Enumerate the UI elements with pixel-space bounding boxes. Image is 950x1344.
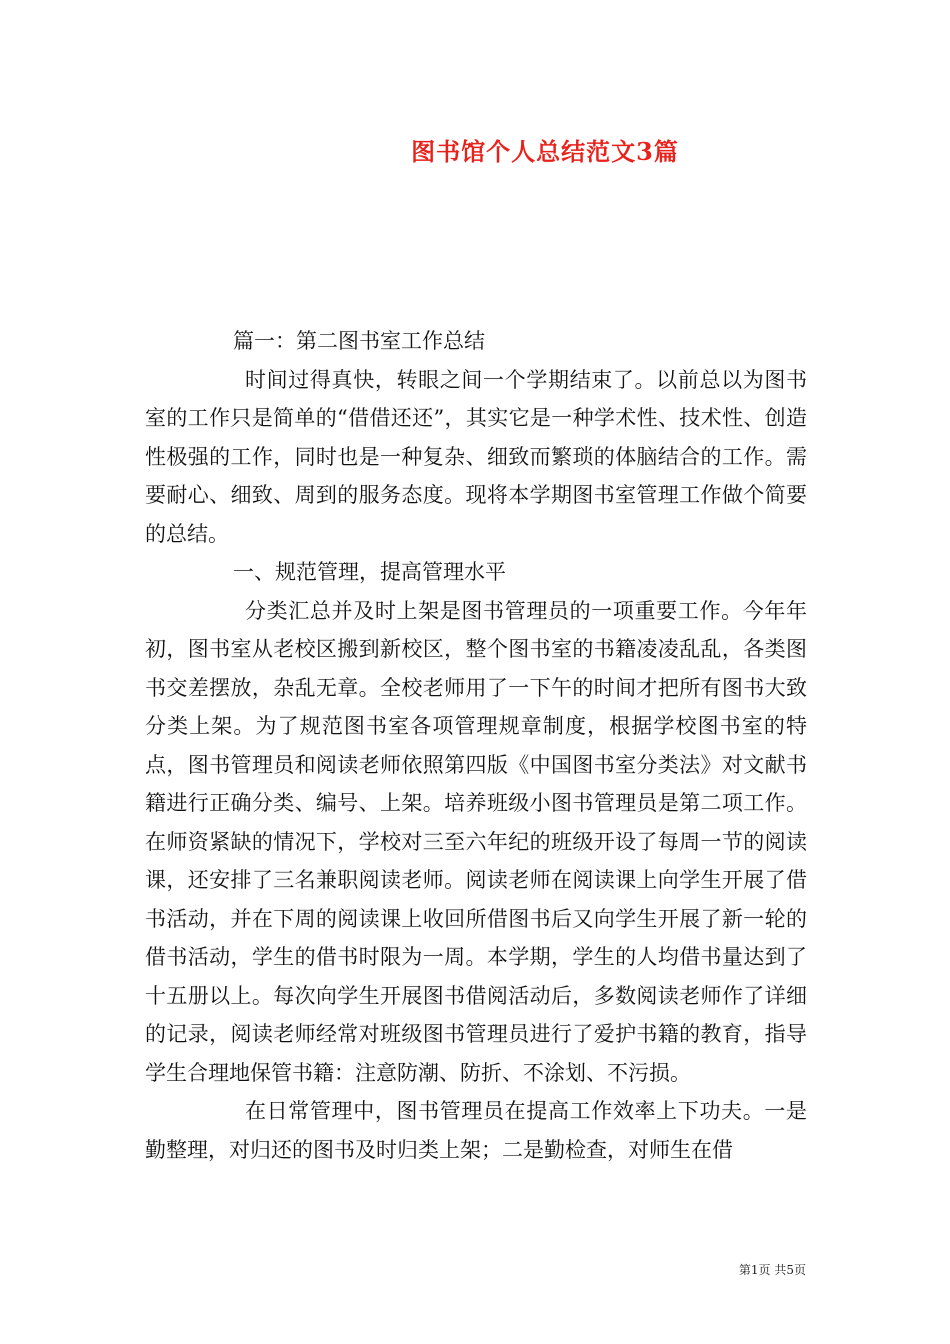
- paragraph-classification: 分类汇总并及时上架是图书管理员的一项重要工作。今年年初，图书室从老校区搬到新校区，整个图书室的书籍凌凌乱乱，各类图书交差摆放，杂乱无章。全校老师用了一下午的时间才把所有图书大致分类上架。为了规范图书室各项管理规章制度，根据学校图书室的特点，图书管理员和阅读老师依照第四版《中国图书室分类法》对文献书籍进行正确分类、编号、上架。培养班级小图书管理员是第二项工作。在师资紧缺的情况下，学校对三至六年纪的班级开设了每周一节的阅读课，还安排了三名兼职阅读老师。阅读老师在阅读课上向学生开展了借书活动，并在下周的阅读课上收回所借图书后又向学生开展了新一轮的借书活动，学生的借书时限为一周。本学期，学生的人均借书量达到了十五册以上。每次向学生开展图书借阅活动后，多数阅读老师作了详细的记录，阅读老师经常对班级图书管理员进行了爱护书籍的教育，指导学生合理地保管书籍：注意防潮、防折、不涂划、不污损。: [145, 598, 807, 1085]
- document-body: [145, 322, 807, 1169]
- page-number: 第1页 共5页: [738, 1263, 806, 1277]
- section-heading: 篇一：第二图书室工作总结: [233, 329, 485, 353]
- paragraph-daily-management: 在日常管理中，图书管理员在提高工作效率上下功夫。一是勤整理，对归还的图书及时归类上架；二是勤检查，对师生在借: [145, 1099, 807, 1162]
- subheading-management: 一、规范管理，提高管理水平: [233, 560, 506, 584]
- paragraph-intro: 时间过得真快，转眼之间一个学期结束了。以前总以为图书室的工作只是简单的“借借还还”，其实它是一种学术性、技术性、创造性极强的工作，同时也是一种复杂、细致而繁琐的体脑结合的工作。需要耐心、细致、周到的服务态度。现将本学期图书室管理工作做个简要的总结。: [145, 367, 807, 546]
- document-title: 图书馆个人总结范文3篇: [411, 137, 679, 166]
